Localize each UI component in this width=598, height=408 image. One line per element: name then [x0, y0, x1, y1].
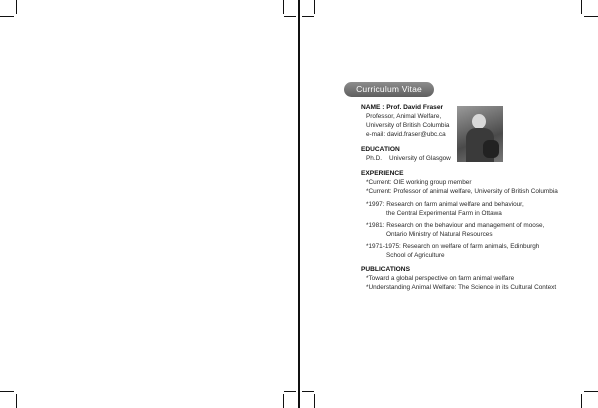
crop-mark-bl-v: [16, 394, 17, 408]
name-line: NAME : Prof. David Fraser: [361, 104, 444, 111]
crop-mark-br-h: [584, 391, 598, 392]
crop-mark-bc-v2: [314, 394, 315, 408]
experience-item: *1971-1975: Research on welfare of farm animals, Edinburgh: [366, 243, 540, 250]
crop-mark-tl-v: [16, 0, 17, 14]
crop-mark-tr-v: [581, 0, 582, 14]
experience-item-cont: Ontario Ministry of Natural Resources: [386, 231, 493, 238]
publication-item: *Toward a global perspective on farm animal welfare: [366, 275, 515, 282]
experience-item-cont: School of Agriculture: [386, 252, 445, 259]
experience-item: *1997: Research on farm animal welfare and behaviour,: [366, 201, 524, 208]
experience-item: *Current: Professor of animal welfare, University of British Columbia: [366, 188, 558, 195]
publications-heading: PUBLICATIONS: [361, 266, 410, 273]
crop-mark-bc-v1: [283, 394, 284, 408]
education-heading: EDUCATION: [361, 146, 400, 153]
profile-photo: [457, 106, 503, 162]
title-line: Professor, Animal Welfare,: [366, 113, 442, 120]
experience-item-cont: the Central Experimental Farm in Ottawa: [386, 210, 502, 217]
crop-mark-bl-h: [0, 391, 14, 392]
publication-item: *Understanding Animal Welfare: The Science in its Cultural Context: [366, 284, 557, 291]
experience-item: *Current: OIE working group member: [366, 179, 472, 186]
crop-mark-bc-h2: [302, 391, 314, 392]
university-line: University of British Columbia: [366, 122, 450, 129]
crop-mark-tc-h1: [284, 16, 296, 17]
email-line: e-mail: david.fraser@ubc.ca: [366, 131, 446, 138]
crop-mark-tc-v1: [283, 0, 284, 14]
crop-mark-tr-h: [584, 16, 598, 17]
page-spine: [298, 0, 300, 408]
cv-title-badge: [344, 82, 434, 97]
crop-mark-bc-h1: [284, 391, 296, 392]
crop-mark-tc-v2: [314, 0, 315, 14]
cv-title: Curriculum Vitae: [356, 84, 422, 94]
education-degree: Ph.D.: [366, 155, 382, 162]
crop-mark-br-v: [581, 394, 582, 408]
crop-mark-tl-h: [0, 16, 14, 17]
experience-heading: EXPERIENCE: [361, 170, 404, 177]
education-school: University of Glasgow: [389, 155, 451, 162]
experience-item: *1981: Research on the behaviour and management of moose,: [366, 222, 545, 229]
crop-mark-tc-h2: [302, 16, 314, 17]
